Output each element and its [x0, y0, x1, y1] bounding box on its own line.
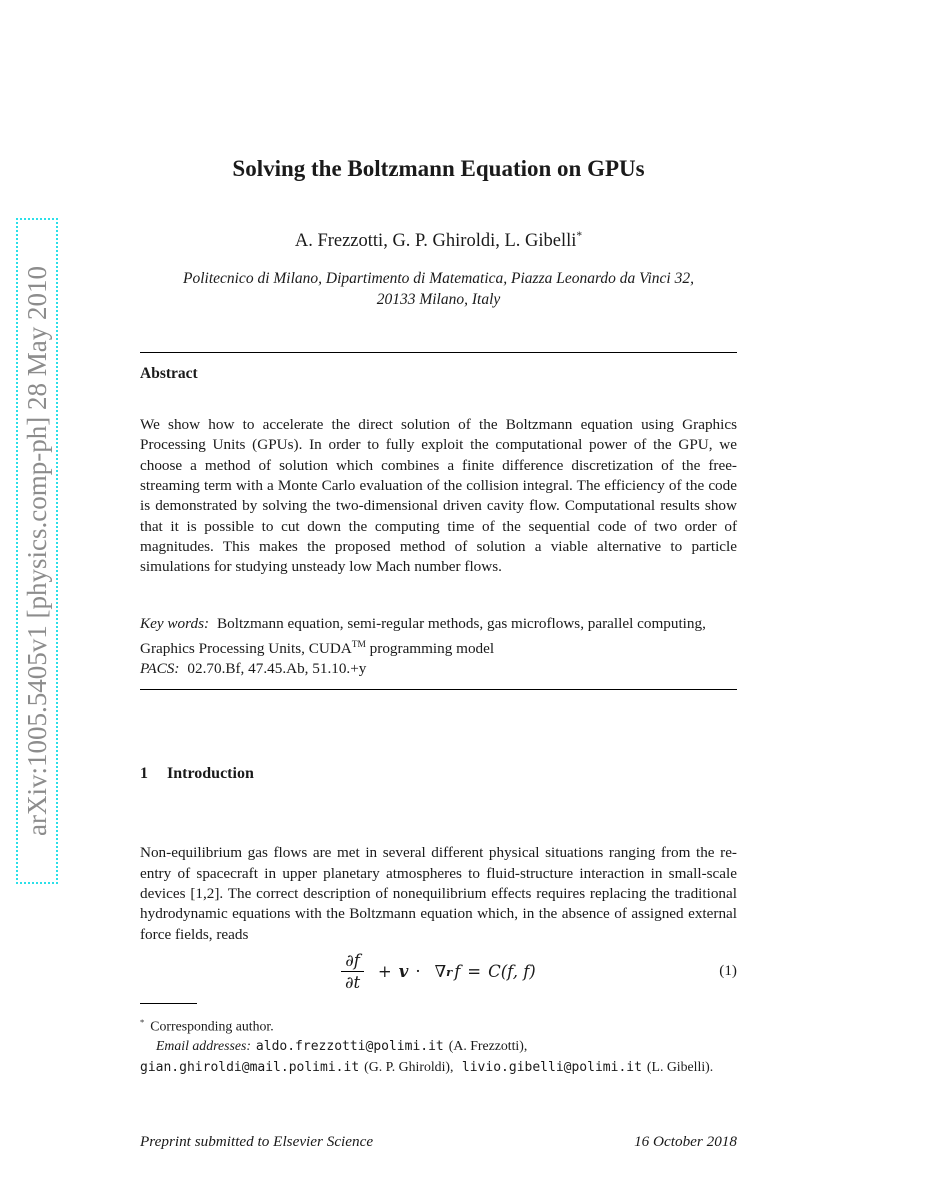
nabla-subscript-r: r [446, 964, 453, 979]
footnote-emails [140, 1036, 737, 1077]
pacs-label: PACS: [140, 660, 180, 678]
nabla-symbol: ∇ [434, 962, 447, 982]
abstract-body: We show how to accelerate the direct solution of the Boltzmann equation using Graphics Processing Units (GPUs). In order to fully exploit the computational power of the GPU, we choose a method of solution which combines a finite difference discretization of the free-streaming term with a Monte Carlo evaluation of the collision integral. The efficiency of the code is demonstrated by solving the two-dimensional driven cavity flow. Computational results show that it is possible to cut down the computing time of the sequential code of two order of magnitudes. This makes the proposed method of solution a viable alternative to particle simulations for studying unsteady low Mach number flows. [140, 416, 737, 576]
page-footer [140, 1133, 737, 1151]
trademark-mark: TM [351, 639, 366, 650]
name-ghiroldi: (G. P. Ghiroldi), [364, 1058, 454, 1074]
affiliation-line-2: 20133 Milano, Italy [376, 291, 501, 308]
equation-fraction [341, 952, 364, 992]
authors-footnote-mark: * [576, 230, 583, 242]
equation-number: (1) [719, 962, 737, 979]
section-1-number: 1 [140, 765, 148, 782]
footnote-corresponding: Corresponding author. [150, 1018, 274, 1034]
paper-content [140, 0, 737, 1200]
footer-preprint-note: Preprint submitted to Elsevier Science [140, 1133, 374, 1150]
abstract-heading: Abstract [140, 365, 198, 382]
footnote-rule [140, 1003, 197, 1004]
name-frezzotti: (A. Frezzotti), [448, 1038, 528, 1054]
section-1-title: Introduction [167, 765, 254, 782]
abstract-bottom-rule [140, 689, 737, 690]
name-gibelli: (L. Gibelli). [646, 1058, 714, 1074]
fraction-denominator: ∂t [344, 973, 361, 993]
equation-1 [140, 952, 737, 992]
affiliation-line-1: Politecnico di Milano, Dipartimento di Matematica, Piazza Leonardo da Vinci 32, [182, 270, 694, 287]
pacs-text: 02.70.Bf, 47.45.Ab, 51.10.+y [187, 660, 367, 678]
collision-operator: C [488, 962, 501, 982]
keywords-text: Boltzmann equation, semi-regular methods, gas microflows, parallel computing, Graphics Processing Units, CUDA [140, 615, 706, 657]
affiliation [140, 268, 737, 310]
equals-sign: = [467, 962, 482, 982]
email-frezzotti: aldo.frezzotti@polimi.it [255, 1039, 444, 1055]
footnote-line-1 [140, 1013, 737, 1036]
keywords-text-after: programming model [369, 639, 495, 657]
keywords-block [140, 614, 737, 680]
section-1-heading [140, 765, 737, 783]
abstract-top-rule [140, 352, 737, 353]
arxiv-stamp-box [16, 218, 58, 884]
footer-date: 16 October 2018 [634, 1133, 737, 1150]
email-gibelli: livio.gibelli@polimi.it [461, 1059, 642, 1075]
paper-title: Solving the Boltzmann Equation on GPUs [232, 156, 645, 182]
arxiv-stamp-text: arXiv:1005.5405v1 [physics.comp-ph] 28 May 2010 [22, 266, 52, 836]
footnote-block [140, 1013, 737, 1077]
email-addresses-label: Email addresses: [156, 1038, 251, 1054]
plus-operator: + [377, 962, 392, 982]
fraction-numerator: ∂f [341, 952, 364, 972]
authors-text: A. Frezzotti, G. P. Ghiroldi, L. Gibelli [294, 231, 577, 252]
footnote-marker: * [140, 1017, 145, 1027]
velocity-symbol: v [398, 962, 409, 982]
dot-operator: · [415, 962, 421, 982]
distribution-f: f [454, 962, 461, 982]
intro-paragraph: Non-equilibrium gas flows are met in several different physical situations ranging from the re-entry of spacecraft in upper planetary atmospheres to fluid-structure interaction in small-scale devices [1,2]. The correct description of nonequilibrium effects requires replacing the traditional hydrodynamic equations with the Boltzmann equation which, in the absence of assigned external force fields, reads [140, 844, 737, 943]
authors-line [140, 230, 737, 252]
keywords-label: Key words: [140, 615, 210, 632]
email-ghiroldi: gian.ghiroldi@mail.polimi.it [140, 1059, 360, 1075]
collision-args: (f, f) [500, 962, 536, 982]
